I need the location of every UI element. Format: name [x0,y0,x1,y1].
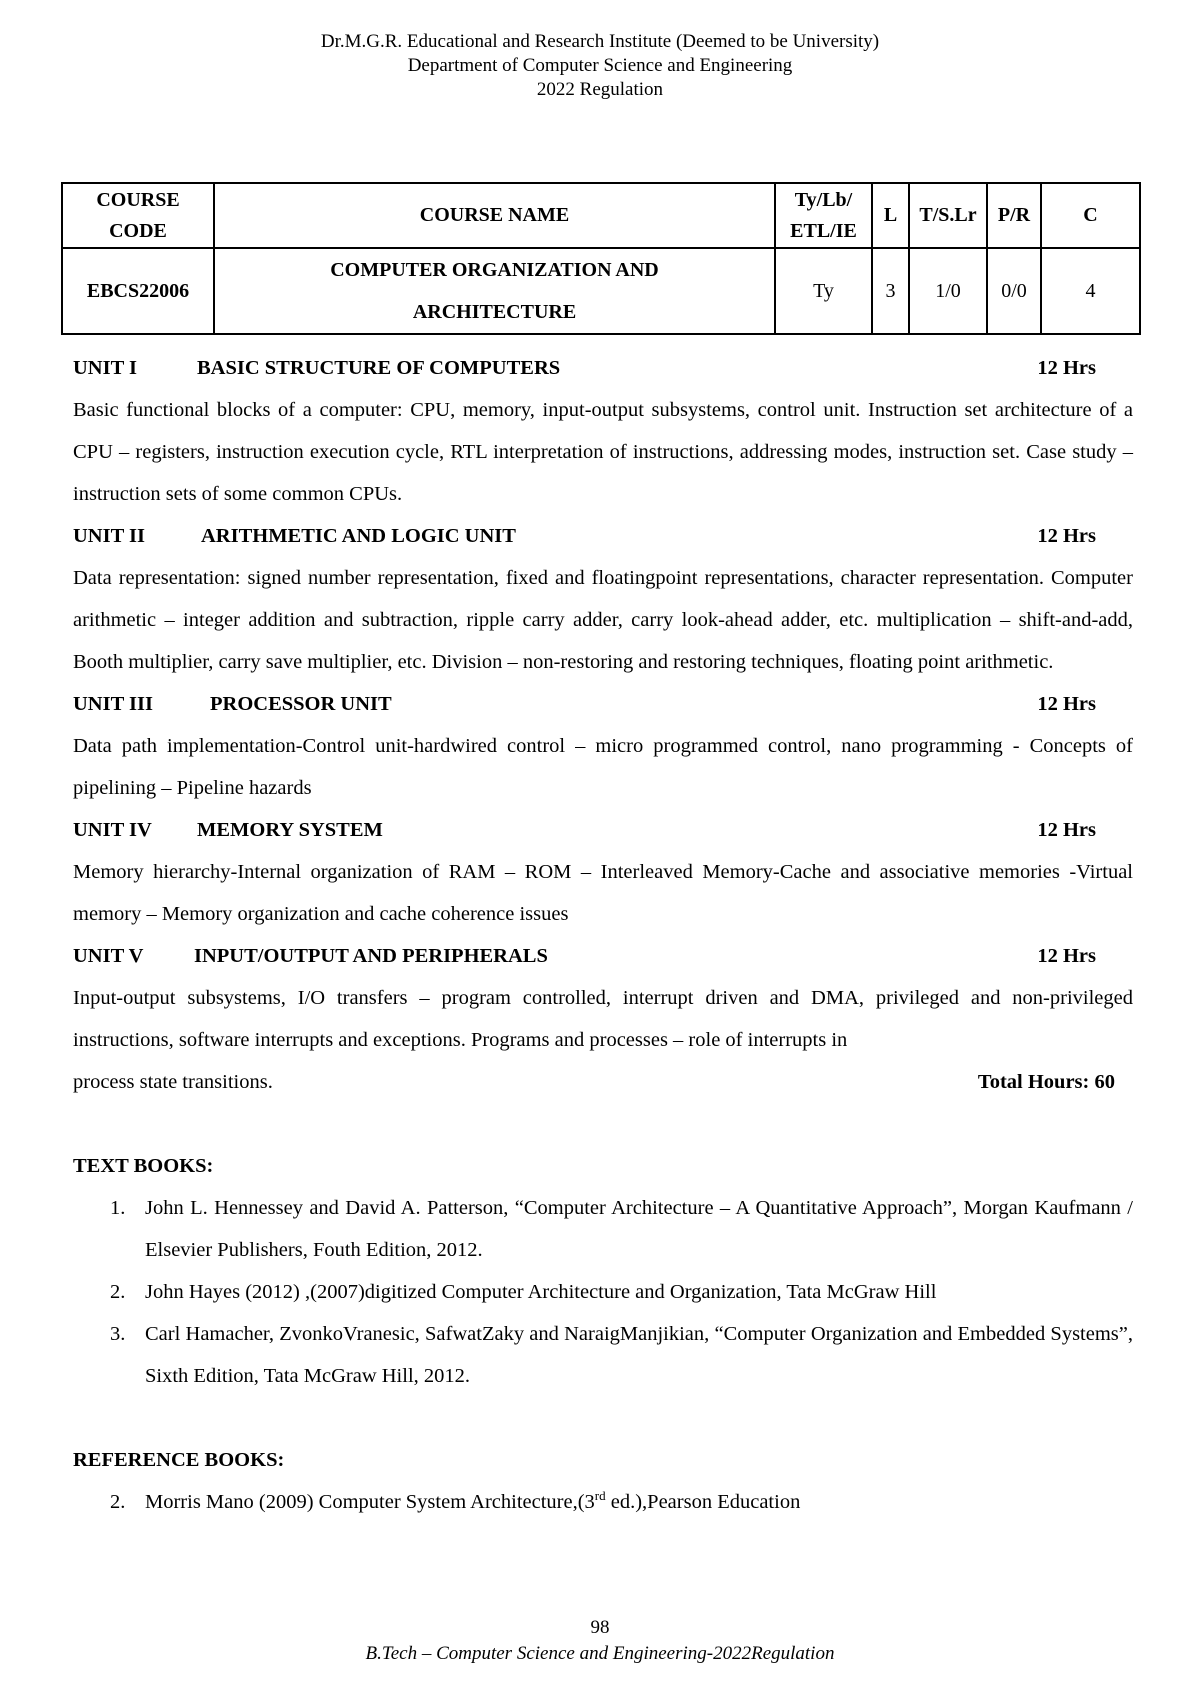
unit-description [73,977,1133,1103]
footer-subtitle: B.Tech – Computer Science and Engineering-2022Regulation [365,1643,835,1664]
table-row [62,248,1140,334]
unit-title: INPUT/OUTPUT AND PERIPHERALS [194,945,548,967]
unit-number: UNIT II [73,525,145,547]
regulation-year: 2022 Regulation [536,79,664,100]
unit-title: BASIC STRUCTURE OF COMPUTERS [197,357,561,379]
course-code: EBCS22006 [62,248,214,334]
header-l: L [872,183,909,248]
document-header [0,30,1200,102]
book-citation: Morris Mano (2009) Computer System Architecture,(3rd ed.),Pearson Education [145,1488,801,1513]
list-number: 1. [110,1197,126,1219]
unit-description-end: process state transitions. [73,1071,273,1093]
list-number: 2. [110,1491,126,1513]
unit-heading [73,347,1133,389]
total-hours: Total Hours: 60 [977,1071,1115,1093]
list-number: 2. [110,1281,126,1303]
unit-heading [73,935,1133,977]
unit-hours: 12 Hrs [1037,693,1096,715]
header-pr: P/R [987,183,1041,248]
header-ts: T/S.Lr [909,183,987,248]
unit-title: MEMORY SYSTEM [197,819,383,841]
unit-number: UNIT IV [73,819,152,841]
header-course-code: COURSE CODE [62,183,214,248]
list-number: 3. [110,1323,126,1345]
unit-number: UNIT III [73,693,153,715]
unit-hours: 12 Hrs [1037,819,1096,841]
header-c: C [1041,183,1140,248]
course-info-table [61,182,1141,335]
book-citation: Carl Hamacher, ZvonkoVranesic, SafwatZaky and NaraigManjikian, “Computer Organization and Embedded Systems”, Sixth Edition, Tata McGraw Hill, 2012. [145,1323,1133,1387]
unit-description: Data path implementation-Control unit-hardwired control – micro programmed control, nano programming - Concepts of pipelining – Pipeline hazards [73,735,1133,799]
reference-books-list [73,1481,1133,1523]
unit-heading [73,515,1133,557]
department-name: Department of Computer Science and Engineering [407,55,793,76]
reference-books-title: REFERENCE BOOKS: [73,1449,285,1471]
unit-hours: 12 Hrs [1037,357,1096,379]
course-name: COMPUTER ORGANIZATION AND ARCHITECTURE [214,248,775,334]
unit-description-last-line [73,1061,1133,1103]
unit-hours: 12 Hrs [1037,945,1096,967]
page-number: 98 [590,1617,610,1638]
header-type: Ty/Lb/ ETL/IE [775,183,872,248]
unit-description-text: Input-output subsystems, I/O transfers – program controlled, interrupt driven and DMA, privileged and non-privileged instructions, software interrupts and exceptions. Programs and processes – role of interrupts in [73,987,1133,1051]
document-footer [0,1615,1200,1667]
course-ts: 1/0 [909,248,987,334]
course-l: 3 [872,248,909,334]
header-course-name: COURSE NAME [214,183,775,248]
unit-heading [73,809,1133,851]
syllabus-content [73,347,1133,1523]
list-item [73,1313,1133,1397]
unit-heading [73,683,1133,725]
course-pr: 0/0 [987,248,1041,334]
course-c: 4 [1041,248,1140,334]
unit-number: UNIT V [73,945,144,967]
unit-description: Memory hierarchy-Internal organization of RAM – ROM – Interleaved Memory-Cache and associative memories -Virtual memory – Memory organization and cache coherence issues [73,861,1133,925]
unit-description: Data representation: signed number representation, fixed and floatingpoint representations, character representation. Computer arithmetic – integer addition and subtraction, ripple carry adder, carry look-ahead adder, etc. multiplication – shift-and-add, Booth multiplier, carry save multiplier, etc. Division – non-restoring and restoring techniques, floating point arithmetic. [73,567,1133,673]
list-item [73,1481,1133,1523]
book-citation: John L. Hennessey and David A. Patterson, “Computer Architecture – A Quantitative Approach”, Morgan Kaufmann / Elsevier Publishers, Fouth Edition, 2012. [145,1197,1133,1261]
list-item [73,1271,1133,1313]
institute-name: Dr.M.G.R. Educational and Research Institute (Deemed to be University) [320,31,880,52]
list-item [73,1187,1133,1271]
unit-description: Basic functional blocks of a computer: CPU, memory, input-output subsystems, control unit. Instruction set architecture of a CPU – registers, instruction execution cycle, RTL interpretation of instructions, addressing modes, instruction set. Case study – instruction sets of some common CPUs. [73,399,1133,505]
unit-hours: 12 Hrs [1037,525,1096,547]
text-books-list [73,1187,1133,1397]
unit-title: PROCESSOR UNIT [210,693,392,715]
unit-number: UNIT I [73,357,137,379]
text-books-title: TEXT BOOKS: [73,1155,214,1177]
course-type: Ty [775,248,872,334]
table-header-row [62,183,1140,248]
book-citation: John Hayes (2012) ,(2007)digitized Computer Architecture and Organization, Tata McGraw Hill [145,1281,937,1303]
unit-title: ARITHMETIC AND LOGIC UNIT [201,525,516,547]
